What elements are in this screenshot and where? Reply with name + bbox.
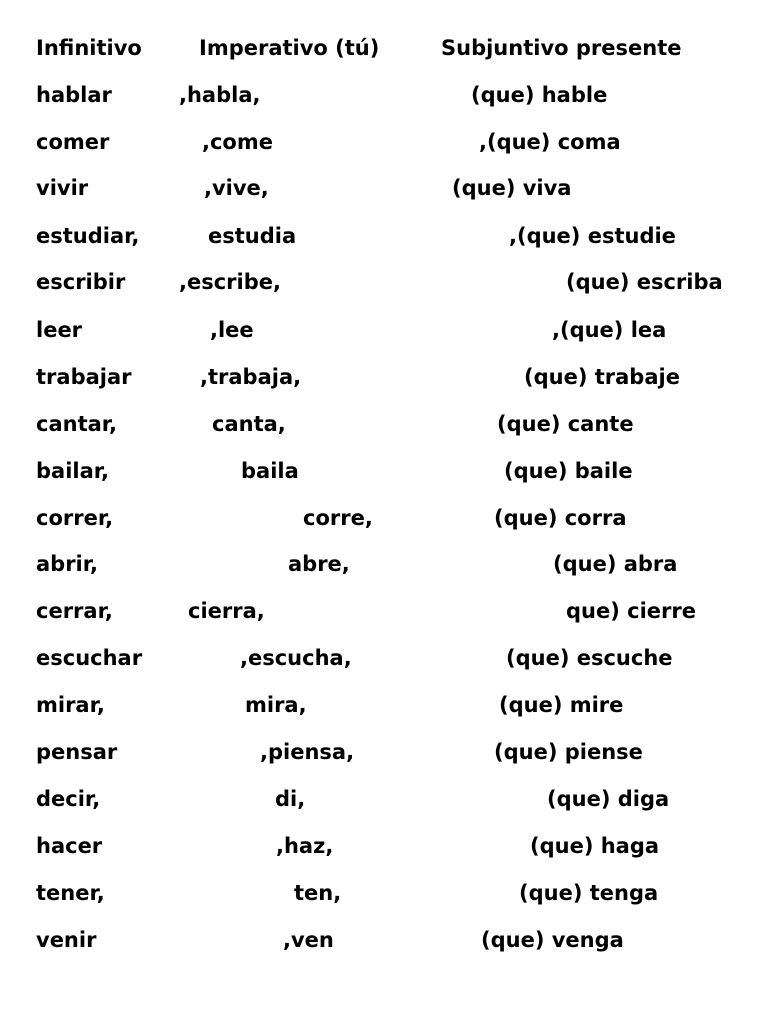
row-imperative: ,come [202,130,273,154]
row-subjunctive: (que) baile [504,459,633,483]
row-imperative: cierra, [188,599,265,623]
row-infinitive: cerrar, [36,599,113,623]
header-imperative: Imperativo (tú) [199,36,380,60]
row-infinitive: escuchar [36,646,143,670]
header-subjunctive: Subjuntivo presente [441,36,682,60]
row-infinitive: escribir [36,270,126,294]
row-subjunctive: (que) trabaje [524,365,680,389]
row-infinitive: abrir, [36,552,99,576]
row-infinitive: estudiar, [36,224,140,248]
row-subjunctive: (que) venga [481,928,624,952]
row-imperative: ,escucha, [240,646,352,670]
row-imperative: ten, [294,881,342,905]
row-subjunctive: (que) corra [494,506,627,530]
row-imperative: baila [241,459,299,483]
row-imperative: ,ven [283,928,334,952]
row-imperative: ,vive, [204,176,269,200]
row-imperative: canta, [212,412,286,436]
row-imperative: corre, [303,506,373,530]
row-infinitive: cantar, [36,412,118,436]
row-infinitive: decir, [36,787,101,811]
row-subjunctive: ,(que) coma [479,130,621,154]
row-subjunctive: (que) piense [494,740,643,764]
row-imperative: ,lee [210,318,254,342]
row-imperative: ,escribe, [179,270,281,294]
row-infinitive: tener, [36,881,105,905]
row-imperative: estudia [208,224,297,248]
row-infinitive: trabajar [36,365,132,389]
row-imperative: di, [275,787,306,811]
row-subjunctive: que) cierre [566,599,696,623]
row-infinitive: mirar, [36,693,105,717]
row-imperative: ,habla, [179,83,261,107]
row-imperative: abre, [288,552,350,576]
row-subjunctive: ,(que) lea [552,318,667,342]
row-infinitive: venir [36,928,97,952]
row-subjunctive: (que) cante [497,412,634,436]
row-imperative: ,trabaja, [200,365,302,389]
row-subjunctive: (que) mire [499,693,624,717]
row-infinitive: leer [36,318,83,342]
row-imperative: mira, [245,693,307,717]
row-imperative: ,haz, [276,834,334,858]
row-subjunctive: (que) tenga [519,881,659,905]
row-infinitive: hablar [36,83,112,107]
row-imperative: ,piensa, [260,740,355,764]
row-infinitive: hacer [36,834,103,858]
row-infinitive: correr, [36,506,114,530]
header-infinitive: Infinitivo [36,36,142,60]
row-subjunctive: (que) hable [471,83,608,107]
row-subjunctive: (que) escuche [506,646,673,670]
row-infinitive: comer [36,130,110,154]
row-subjunctive: (que) viva [452,176,572,200]
row-subjunctive: (que) abra [553,552,678,576]
row-infinitive: bailar, [36,459,110,483]
row-subjunctive: (que) diga [547,787,670,811]
row-infinitive: vivir [36,176,89,200]
row-subjunctive: (que) haga [530,834,660,858]
row-subjunctive: ,(que) estudie [509,224,676,248]
row-infinitive: pensar [36,740,118,764]
row-subjunctive: (que) escriba [566,270,723,294]
